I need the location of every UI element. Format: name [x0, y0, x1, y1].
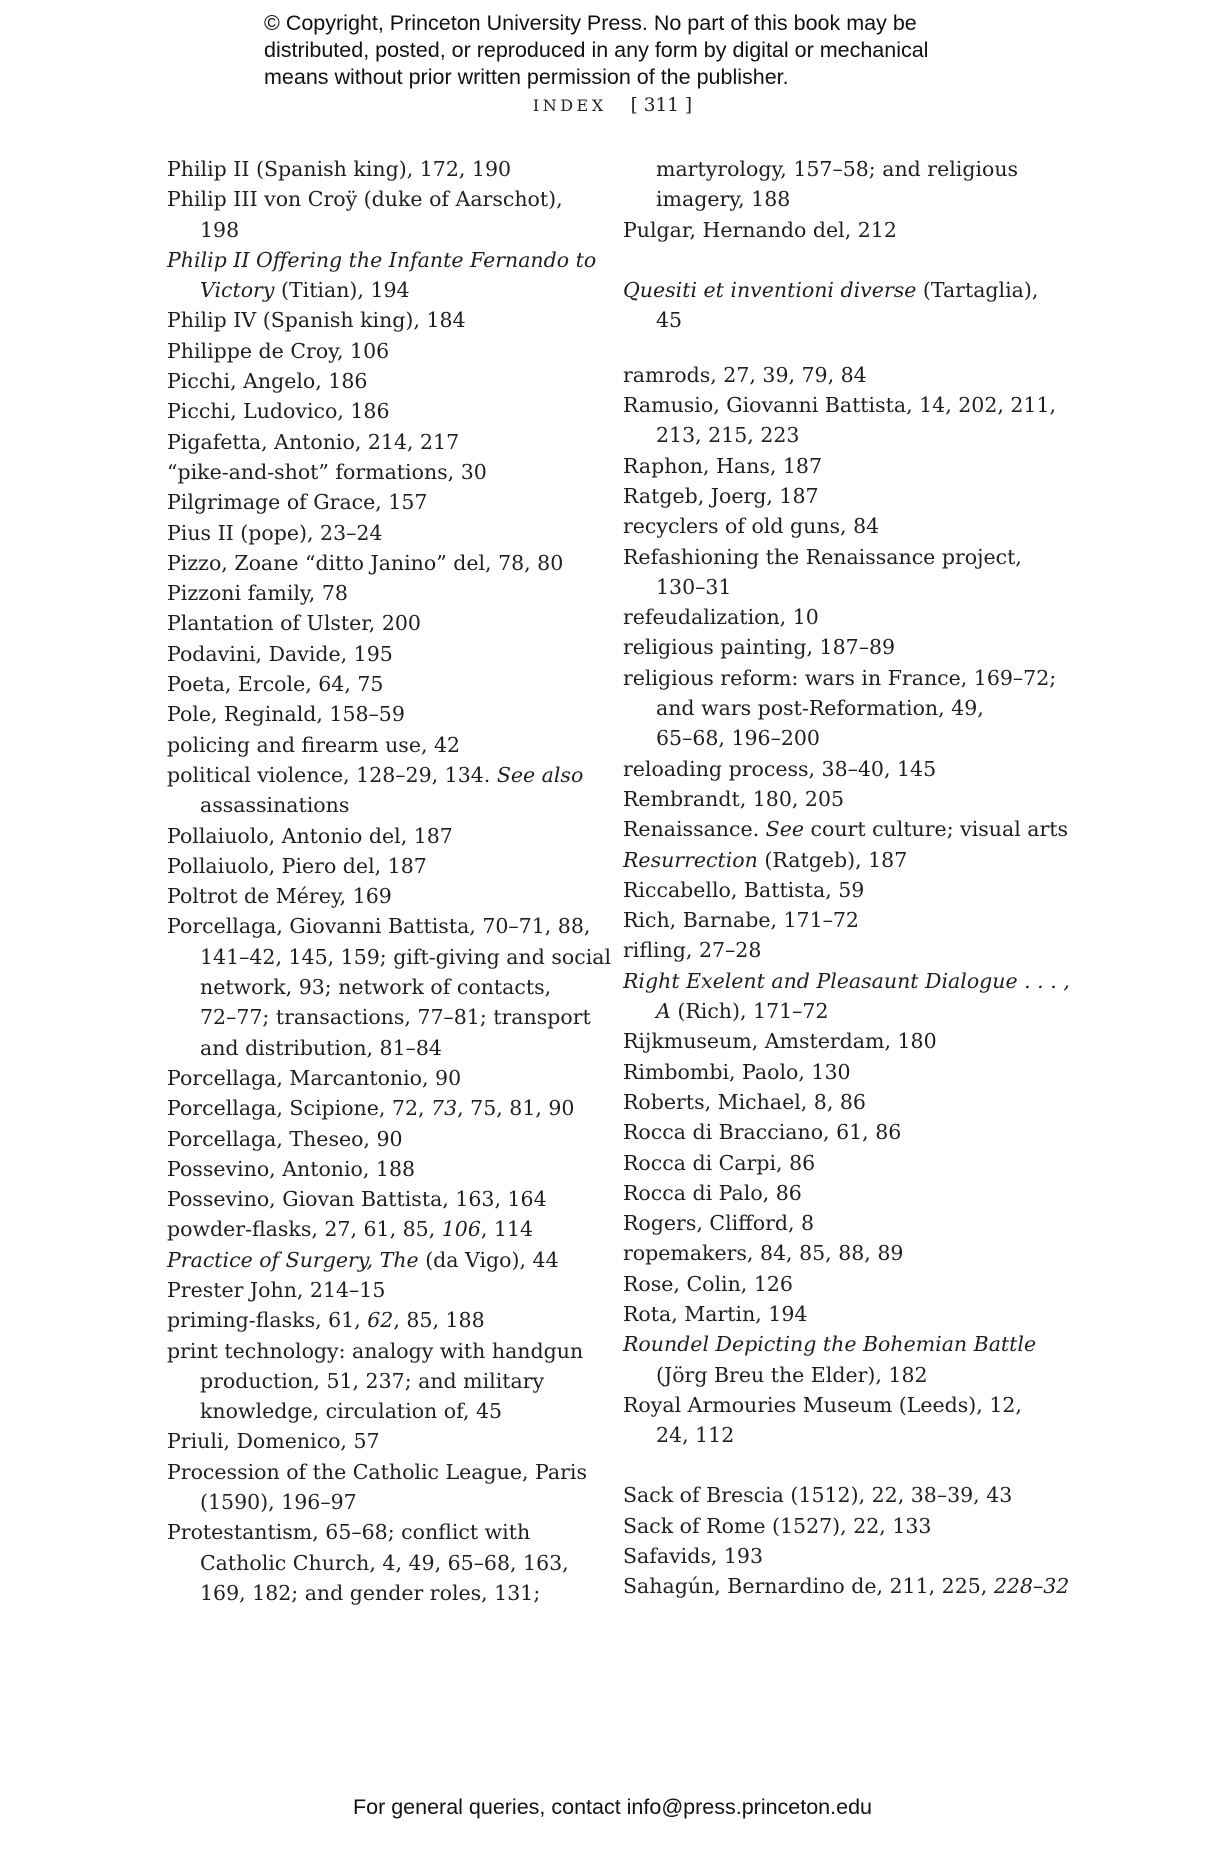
- index-entry: recyclers of old guns, 84: [623, 514, 880, 539]
- index-entry: Possevino, Antonio, 188: [167, 1156, 416, 1181]
- index-entry: Picchi, Ludovico, 186: [167, 399, 390, 424]
- index-entry-continuation: and wars post-Reformation, 49,: [656, 696, 984, 721]
- index-entry: Pigafetta, Antonio, 214, 217: [167, 429, 460, 454]
- index-entry: Roberts, Michael, 8, 86: [623, 1089, 866, 1114]
- letter-group-divider: [623, 245, 1063, 275]
- letter-group-divider: [623, 1450, 1063, 1480]
- work-title: Roundel Depicting the Bohemian Battle: [623, 1332, 1037, 1357]
- index-entry: refeudalization, 10: [623, 605, 819, 630]
- index-entry-continuation: 65–68, 196–200: [656, 726, 820, 751]
- copyright-notice: [264, 10, 1024, 91]
- index-entry: Ratgeb, Joerg, 187: [623, 483, 819, 508]
- index-entry-continuation: (Jörg Breu the Elder), 182: [656, 1362, 928, 1387]
- cross-reference: See also: [496, 762, 584, 787]
- index-entry: Riccabello, Battista, 59: [623, 877, 865, 902]
- index-entry: [167, 245, 597, 275]
- index-entry: Pius II (pope), 23–24: [167, 520, 383, 545]
- index-entry: Pollaiuolo, Piero del, 187: [167, 853, 427, 878]
- index-entry-continuation: network, 93; network of contacts,: [200, 975, 552, 1000]
- illustration-ref: 106: [441, 1217, 481, 1242]
- index-entry: Poltrot de Mérey, 169: [167, 884, 392, 909]
- cross-reference: See: [765, 817, 804, 842]
- index-entry-continuation: martyrology, 157–58; and religious: [656, 157, 1019, 181]
- index-entry: Resurrection (Ratgeb), 187: [623, 847, 908, 872]
- index-entry: rifling, 27–28: [623, 938, 762, 963]
- index-entry: religious painting, 187–89: [623, 635, 896, 660]
- index-entry: Sack of Rome (1527), 22, 133: [623, 1513, 932, 1538]
- index-entry-continuation: Catholic Church, 4, 49, 65–68, 163,: [200, 1550, 569, 1575]
- index-entry: Philip IV (Spanish king), 184: [167, 308, 466, 333]
- footer-contact: For general queries, contact info@press.princeton.edu: [352, 1795, 872, 1819]
- index-entry: policing and firearm use, 42: [167, 732, 461, 757]
- index-entry: Philip III von Croÿ (duke of Aarschot),: [167, 187, 563, 212]
- index-column-left: [167, 154, 612, 1608]
- index-entry: Rose, Colin, 126: [623, 1271, 793, 1296]
- index-entry: Porcellaga, Theseo, 90: [167, 1126, 403, 1151]
- index-entry: reloading process, 38–40, 145: [623, 756, 937, 781]
- index-entry: Porcellaga, Giovanni Battista, 70–71, 88,: [167, 914, 591, 939]
- index-entry: “pike-and-shot” formations, 30: [167, 459, 487, 484]
- index-entry-continuation: knowledge, circulation of, 45: [200, 1399, 503, 1424]
- index-entry-continuation: 72–77; transactions, 77–81; transport: [200, 1005, 591, 1030]
- index-entry: Possevino, Giovan Battista, 163, 164: [167, 1187, 547, 1212]
- index-entry-continuation: (1590), 196–97: [200, 1490, 357, 1515]
- index-entry: Pilgrimage of Grace, 157: [167, 490, 428, 515]
- copyright-line: © Copyright, Princeton University Press. No part of this book may be: [264, 11, 917, 35]
- work-title: Practice of Surgery, The: [167, 1247, 419, 1272]
- index-entry: Prester John, 214–15: [167, 1277, 386, 1302]
- index-entry: Renaissance. See court culture; visual arts: [623, 817, 1069, 842]
- index-entry: Rimbombi, Paolo, 130: [623, 1059, 851, 1084]
- index-entry: Raphon, Hans, 187: [623, 453, 823, 478]
- index-entry: Rocca di Carpi, 86: [623, 1150, 816, 1175]
- index-entry: Rota, Martin, 194: [623, 1301, 808, 1326]
- copyright-line: distributed, posted, or reproduced in any form by digital or mechanical: [264, 38, 929, 62]
- index-entry: print technology: analogy with handgun: [167, 1338, 584, 1363]
- index-entry-continuation: 198: [200, 217, 240, 242]
- index-entry: Safavids, 193: [623, 1544, 764, 1569]
- index-entry: Porcellaga, Scipione, 72, 73, 75, 81, 90: [167, 1096, 575, 1121]
- index-entry-continuation: production, 51, 237; and military: [200, 1368, 545, 1393]
- illustration-ref: 73: [431, 1096, 458, 1121]
- index-entry-continuation: A (Rich), 171–72: [656, 999, 829, 1024]
- index-entry: Pole, Reginald, 158–59: [167, 702, 405, 727]
- index-entry: Rijkmuseum, Amsterdam, 180: [623, 1029, 937, 1054]
- index-entry: Procession of the Catholic League, Paris: [167, 1459, 587, 1484]
- index-entry: Podavini, Davide, 195: [167, 641, 393, 666]
- index-entry: Royal Armouries Museum (Leeds), 12,: [623, 1392, 1022, 1417]
- index-entry: Rembrandt, 180, 205: [623, 786, 845, 811]
- page-number: [ 311 ]: [630, 95, 693, 116]
- index-entry: Rogers, Clifford, 8: [623, 1211, 815, 1236]
- index-entry-continuation: 213, 215, 223: [656, 423, 800, 448]
- index-entry: political violence, 128–29, 134. See also: [167, 762, 584, 787]
- index-entry: Pulgar, Hernando del, 212: [623, 217, 897, 242]
- index-entry: religious reform: wars in France, 169–72;: [623, 665, 1057, 690]
- index-entry: Refashioning the Renaissance project,: [623, 544, 1022, 569]
- index-column-right: [623, 154, 1070, 1602]
- index-entry: Pizzo, Zoane “ditto Janino” del, 78, 80: [167, 550, 564, 575]
- index-entry: Rocca di Bracciano, 61, 86: [623, 1120, 902, 1145]
- index-entry: Practice of Surgery, The (da Vigo), 44: [167, 1247, 559, 1272]
- index-entry: Quesiti et inventioni diverse (Tartaglia),: [623, 278, 1039, 303]
- index-entry: Rocca di Palo, 86: [623, 1180, 802, 1205]
- index-entry: Rich, Barnabe, 171–72: [623, 908, 859, 933]
- work-title: Resurrection: [623, 847, 758, 872]
- index-entry-continuation: 24, 112: [656, 1423, 735, 1448]
- work-title: A: [656, 999, 671, 1024]
- index-entry: Porcellaga, Marcantonio, 90: [167, 1065, 462, 1090]
- index-entry: Pollaiuolo, Antonio del, 187: [167, 823, 453, 848]
- index-entry: [623, 1329, 1063, 1359]
- index-entry: ramrods, 27, 39, 79, 84: [623, 362, 867, 387]
- index-entry: Pizzoni family, 78: [167, 581, 348, 606]
- index-entry-continuation: Victory (Titian), 194: [200, 278, 410, 303]
- index-entry: Priuli, Domenico, 57: [167, 1429, 380, 1454]
- index-entry: powder-flasks, 27, 61, 85, 106, 114: [167, 1217, 534, 1242]
- work-title: Victory: [200, 278, 275, 303]
- index-entry: Sack of Brescia (1512), 22, 38–39, 43: [623, 1483, 1013, 1508]
- index-entry: priming-flasks, 61, 62, 85, 188: [167, 1308, 485, 1333]
- index-entry-continuation: 141–42, 145, 159; gift-giving and social: [200, 944, 612, 969]
- index-entry: Picchi, Angelo, 186: [167, 369, 368, 394]
- work-title: Quesiti et inventioni diverse: [623, 278, 917, 303]
- index-entry: Ramusio, Giovanni Battista, 14, 202, 211,: [623, 393, 1057, 418]
- index-entry: ropemakers, 84, 85, 88, 89: [623, 1241, 904, 1266]
- index-entry: Philippe de Croy, 106: [167, 338, 390, 363]
- index-entry: Philip II (Spanish king), 172, 190: [167, 157, 512, 181]
- index-entry: Poeta, Ercole, 64, 75: [167, 672, 384, 697]
- index-entry-continuation: imagery, 188: [656, 187, 791, 212]
- letter-group-divider: [623, 336, 1063, 360]
- work-title: Philip II Offering the Infante Fernando to: [167, 247, 597, 272]
- index-entry-continuation: 130–31: [656, 574, 732, 599]
- index-entry-continuation: assassinations: [200, 793, 350, 818]
- work-title: Right Exelent and Pleasaunt Dialogue . . . ,: [623, 968, 1070, 993]
- index-entry: [623, 966, 1070, 996]
- index-entry-continuation: 169, 182; and gender roles, 131;: [200, 1580, 541, 1605]
- running-header: [0, 95, 1225, 116]
- index-entry: Protestantism, 65–68; conflict with: [167, 1520, 531, 1545]
- index-entry-continuation: 45: [656, 308, 683, 333]
- illustration-ref: 62: [367, 1308, 394, 1333]
- index-entry-continuation: and distribution, 81–84: [200, 1035, 442, 1060]
- index-entry: Plantation of Ulster, 200: [167, 611, 421, 636]
- index-entry: Sahagún, Bernardino de, 211, 225, 228–32: [623, 1574, 1070, 1599]
- illustration-ref: 228–32: [993, 1574, 1070, 1599]
- section-title: INDEX: [532, 96, 607, 115]
- copyright-line: means without prior written permission of the publisher.: [264, 65, 789, 89]
